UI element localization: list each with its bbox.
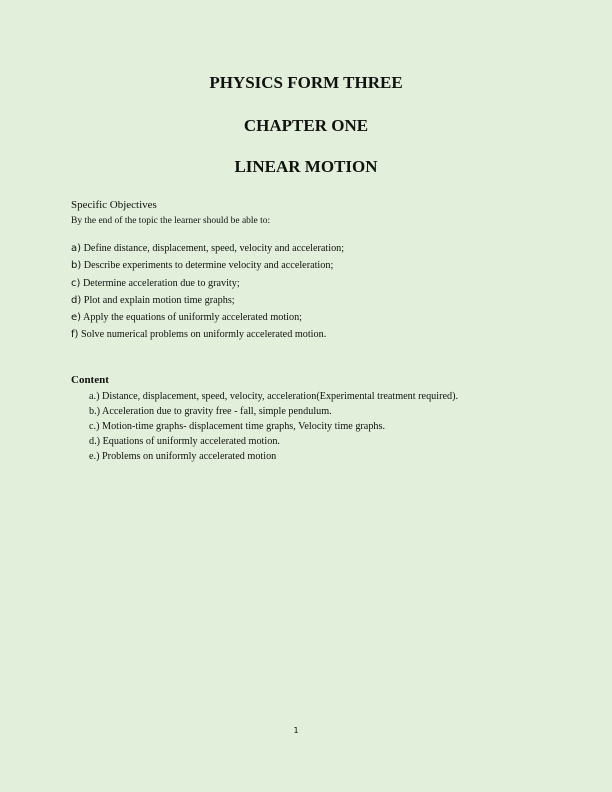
content-item: e.) Problems on uniformly accelerated motion (89, 451, 277, 463)
objective-item (71, 292, 344, 309)
objective-marker: e) (71, 312, 82, 324)
objective-text: Apply the equations of uniformly accelerated motion; (83, 312, 303, 324)
objective-text: Solve numerical problems on uniformly accelerated motion. (80, 329, 327, 341)
content-item: a.) Distance, displacement, speed, velocity, acceleration(Experimental treatment required). (89, 391, 459, 402)
objective-text: Determine acceleration due to gravity; (82, 277, 240, 289)
objective-marker: c) (71, 277, 81, 289)
topic-title: LINEAR MOTION (234, 157, 378, 176)
objective-marker: a) (71, 243, 82, 254)
chapter-title: CHAPTER ONE (243, 116, 369, 135)
page-number: 1 (293, 726, 299, 735)
content-item: c.) Motion-time graphs- displacement time graphs, Velocity time graphs. (89, 421, 386, 433)
objective-marker: b) (71, 260, 82, 272)
objective-text: Describe experiments to determine velocity and acceleration; (83, 260, 334, 272)
objectives-list (71, 240, 344, 344)
content-heading: Content (71, 374, 109, 386)
objective-marker: d) (71, 294, 82, 306)
content-item: d.) Equations of uniformly accelerated motion. (89, 436, 280, 448)
objectives-intro: By the end of the topic the learner should be able to: (71, 216, 271, 226)
content-item: b.) Acceleration due to gravity free - fall, simple pendulum. (89, 406, 332, 418)
objectives-heading: Specific Objectives (71, 199, 157, 211)
objective-item (71, 240, 344, 257)
objective-marker: f) (71, 329, 79, 341)
objective-item (71, 326, 344, 343)
subject-title: PHYSICS FORM THREE (209, 73, 403, 92)
content-list (89, 389, 458, 464)
objective-item (71, 275, 344, 292)
objective-item (71, 257, 344, 274)
objective-item (71, 309, 344, 326)
objective-text: Plot and explain motion time graphs; (83, 294, 235, 306)
objective-text: Define distance, displacement, speed, velocity and acceleration; (83, 243, 345, 254)
